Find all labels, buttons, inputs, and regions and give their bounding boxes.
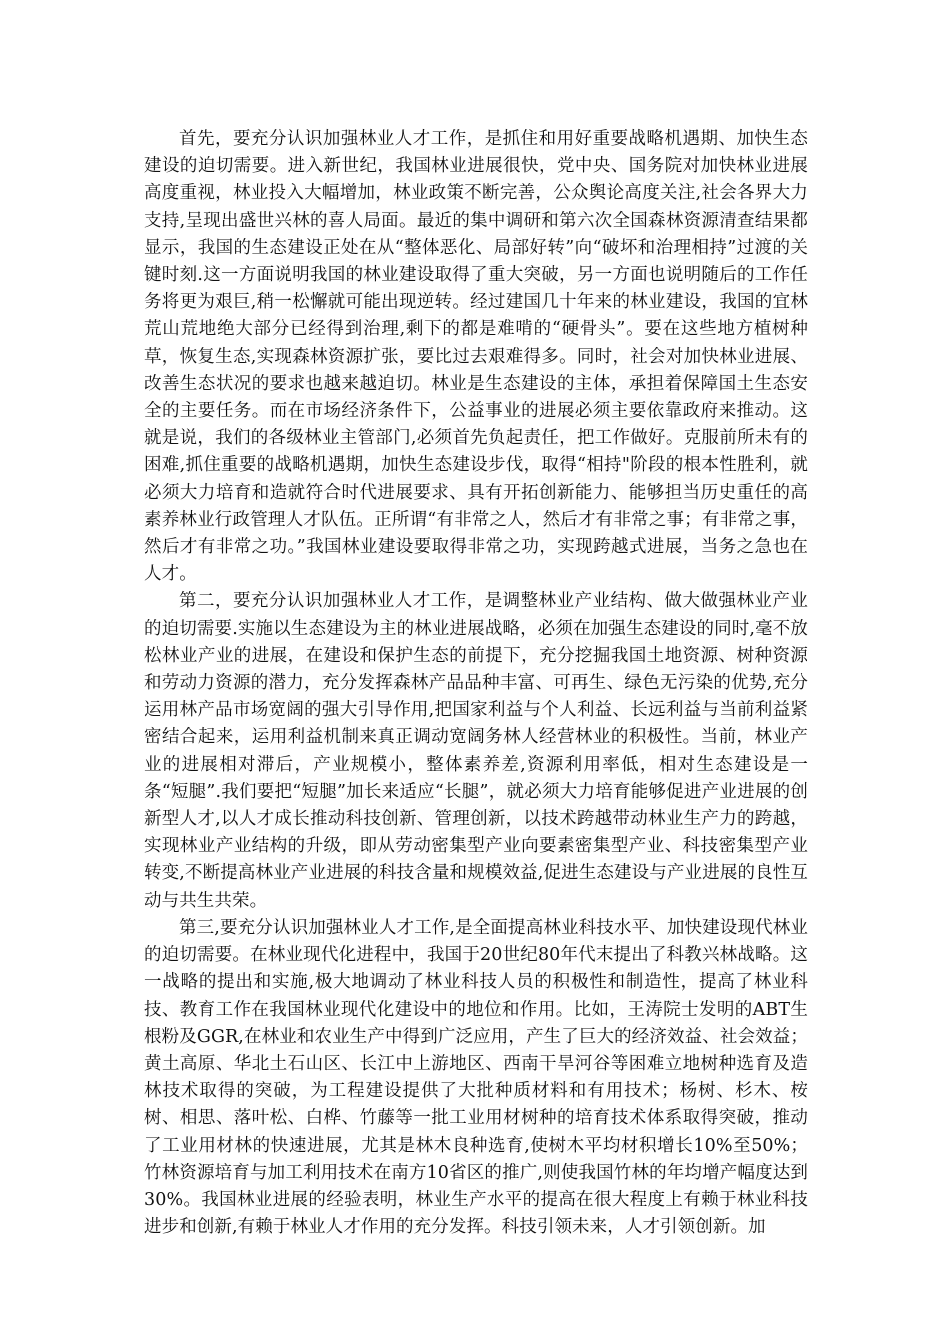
paragraph-1: 首先，要充分认识加强林业人才工作，是抓住和用好重要战略机遇期、加快生态建设的迫切需要。进入新世纪，我国林业进展很快，党中央、国务院对加快林业进展高度重视，林业投入大幅增加，林业政策不断完善，公众舆论高度关注,社会各界大力支持,呈现出盛世兴林的喜人局面。最近的集中调研和第六次全国森林资源清查结果都显示，我国的生态建设正处在从“整体恶化、局部好转”向“破坏和治理相持”过渡的关键时刻.这一方面说明我国的林业建设取得了重大突破，另一方面也说明随后的工作任务将更为艰巨,稍一松懈就可能出现逆转。经过建国几十年来的林业建设，我国的宜林荒山荒地绝大部分已经得到治理,剩下的都是难啃的“硬骨头”。要在这些地方植树种草，恢复生态,实现森林资源扩张，要比过去艰难得多。同时，社会对加快林业进展、改善生态状况的要求也越来越迫切。林业是生态建设的主体，承担着保障国土生态安全的主要任务。而在市场经济条件下，公益事业的进展必须主要依靠政府来推动。这就是说，我们的各级林业主管部门,必须首先负起责任，把工作做好。克服前所未有的困难,抓住重要的战略机遇期，加快生态建设步伐，取得“相持"阶段的根本性胜利，就必须大力培育和造就符合时代进展要求、具有开拓创新能力、能够担当历史重任的高素养林业行政管理人才队伍。正所谓“有非常之人，然后才有非常之事；有非常之事，然后才有非常之功。”我国林业建设要取得非常之功，实现跨越式进展，当务之急也在人才。: [144, 129, 808, 585]
document-body: [144, 126, 808, 1241]
paragraph-3: 第三,要充分认识加强林业人才工作,是全面提高林业科技水平、加快建设现代林业的迫切需要。在林业现代化进程中，我国于20世纪80年代末提出了科教兴林战略。这一战略的提出和实施,极大地调动了林业科技人员的积极性和制造性，提高了林业科技、教育工作在我国林业现代化建设中的地位和作用。比如，王涛院士发明的ABT生根粉及GGR,在林业和农业生产中得到广泛应用，产生了巨大的经济效益、社会效益；黄土高原、华北土石山区、长江中上游地区、西南干旱河谷等困难立地树种选育及造林技术取得的突破，为工程建设提供了大批种质材料和有用技术；杨树、杉木、桉树、相思、落叶松、白桦、竹藤等一批工业用材树种的培育技术体系取得突破，推动了工业用材林的快速进展，尤其是林木良种选育,使树木平均材积增长10%至50%；竹林资源培育与加工利用技术在南方10省区的推广,则使我国竹林的年均增产幅度达到30%。我国林业进展的经验表明，林业生产水平的提高在很大程度上有赖于林业科技进步和创新,有赖于林业人才作用的充分发挥。科技引领未来，人才引领创新。加: [144, 917, 808, 1238]
paragraph-2: 第二，要充分认识加强林业人才工作，是调整林业产业结构、做大做强林业产业的迫切需要.实施以生态建设为主的林业进展战略，必须在加强生态建设的同时,毫不放松林业产业的进展，在建设和保护生态的前提下，充分挖掘我国土地资源、树种资源和劳动力资源的潜力，充分发挥森林产品品种丰富、可再生、绿色无污染的优势,充分运用林产品市场宽阔的强大引导作用,把国家利益与个人利益、长远利益与当前利益紧密结合起来，运用利益机制来真正调动宽阔务林人经营林业的积极性。当前，林业产业的进展相对滞后，产业规模小，整体素养差,资源利用率低，相对生态建设是一条“短腿”.我们要把“短腿”加长来适应“长腿”，就必须大力培育能够促进产业进展的创新型人才,以人才成长推动科技创新、管理创新，以技术跨越带动林业生产力的跨越，实现林业产业结构的升级，即从劳动密集型产业向要素密集型产业、科技密集型产业转变,不断提高林业产业进展的科技含量和规模效益,促进生态建设与产业进展的良性互动与共生共荣。: [144, 591, 808, 911]
